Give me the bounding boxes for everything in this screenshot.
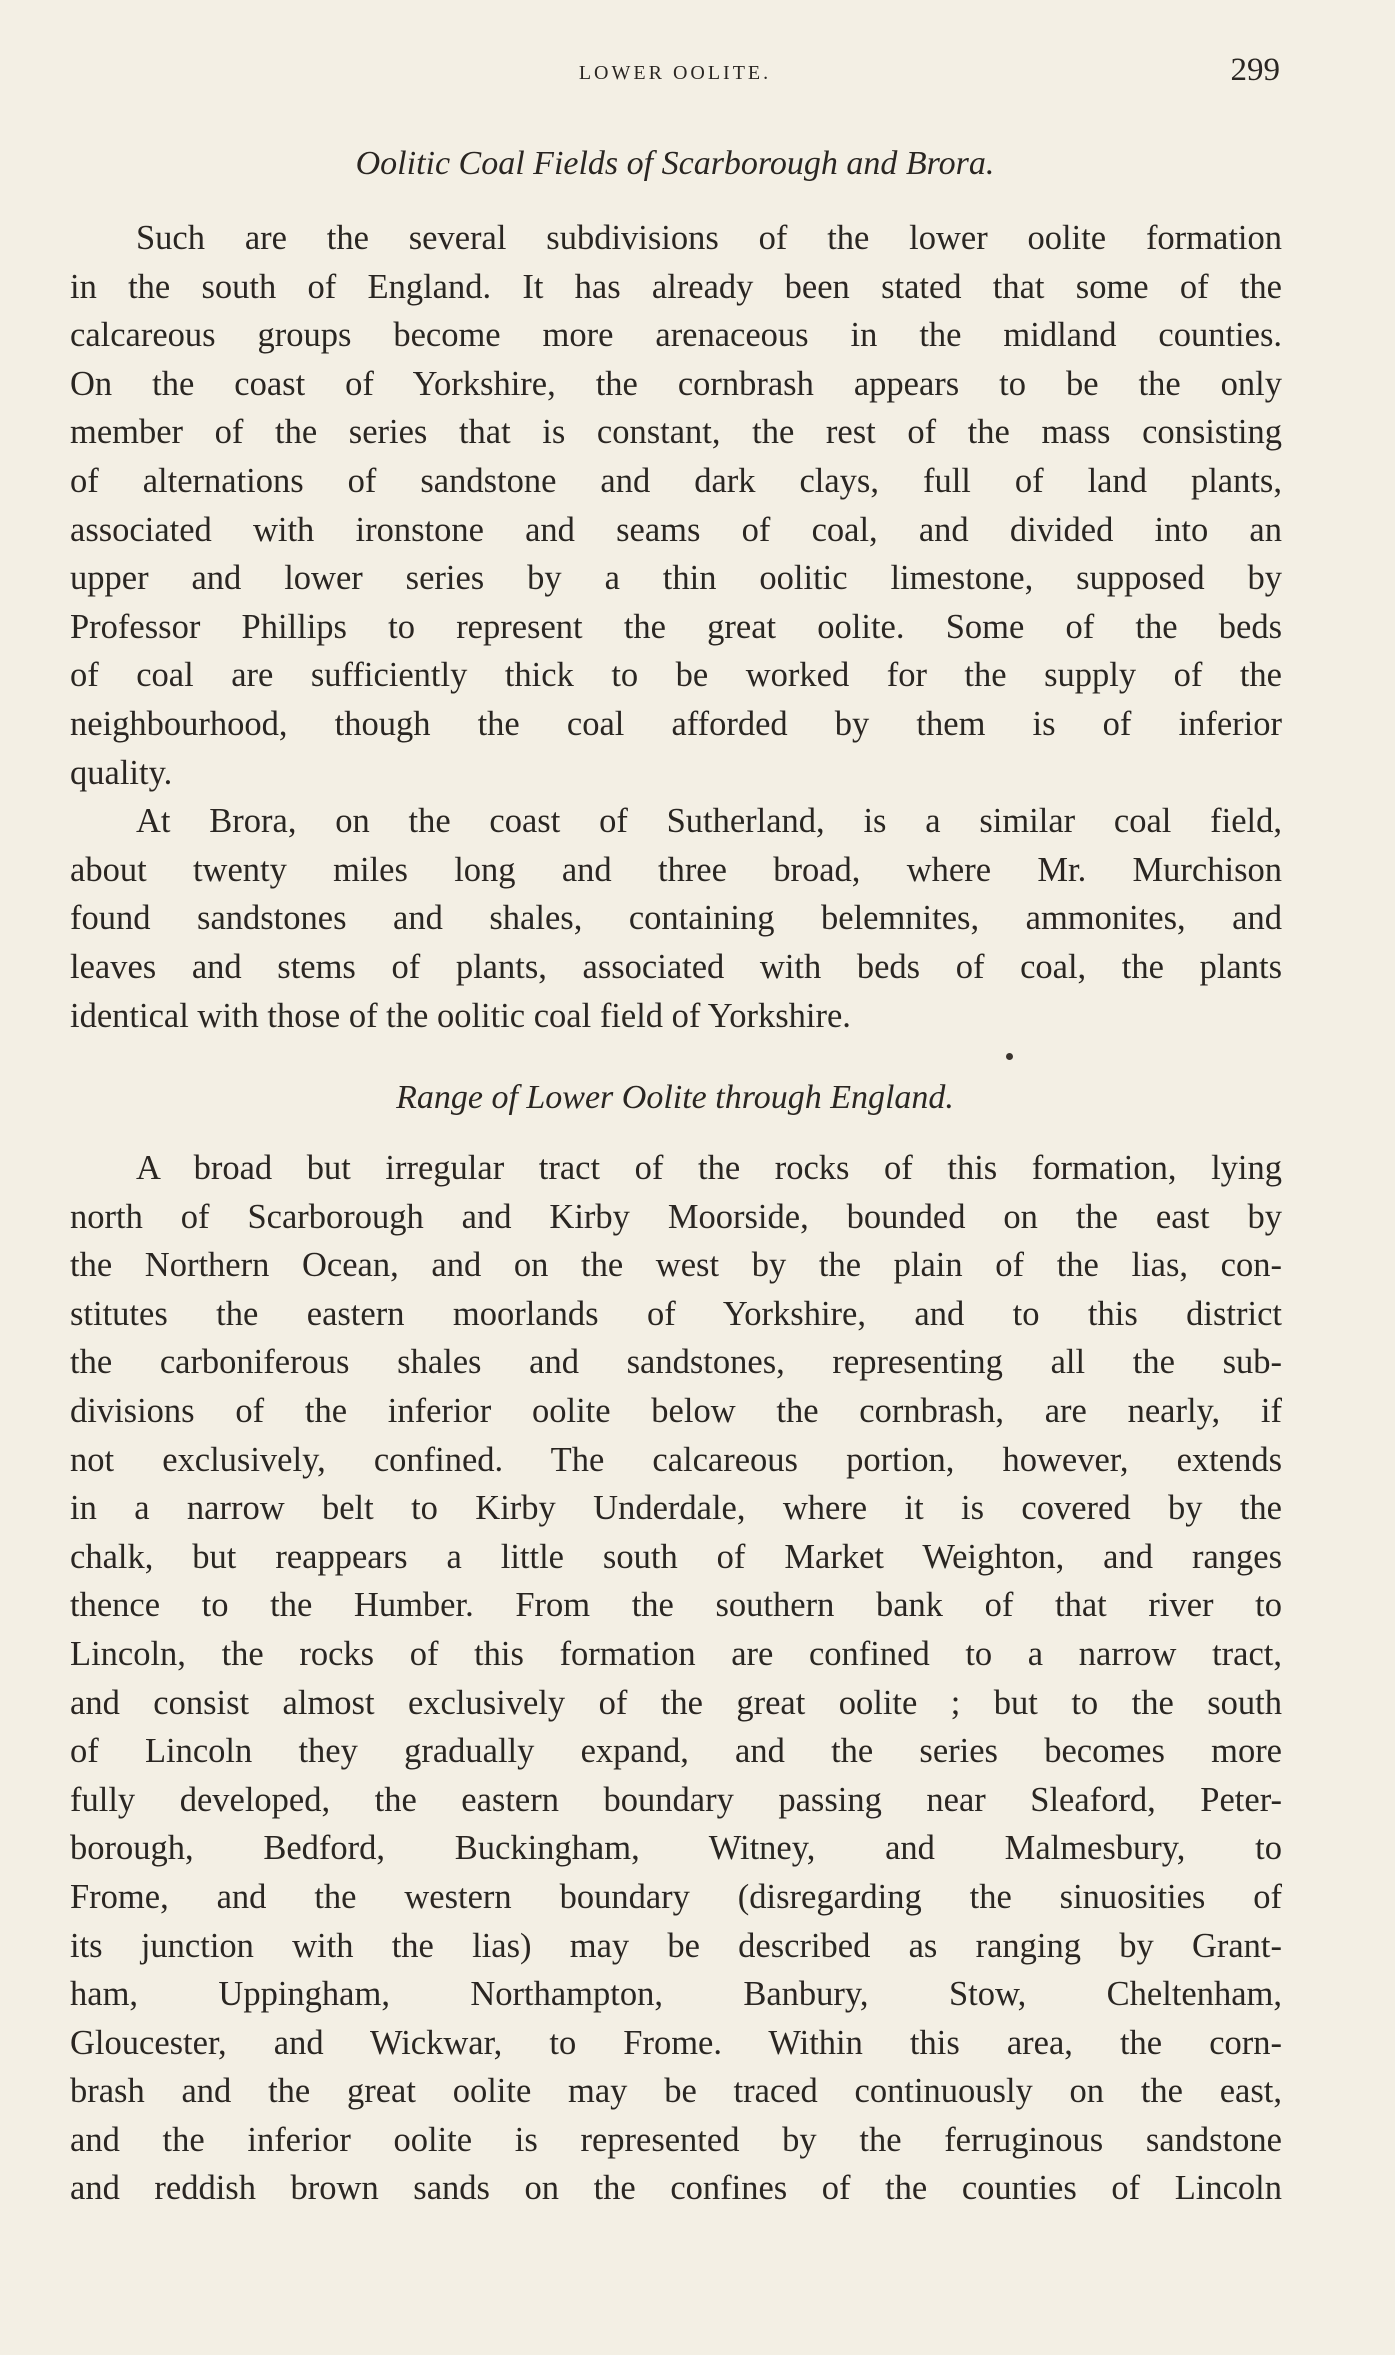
printer-mark-dot	[1006, 1053, 1013, 1060]
text-line: ham, Uppingham, Northampton, Banbury, Stow, Cheltenham,	[70, 1975, 1282, 2014]
text-line: Frome, and the western boundary (disregarding the sinuosities of	[70, 1877, 1282, 1916]
text-line: brash and the great oolite may be traced continuously on the east,	[70, 2072, 1282, 2111]
text-line: divisions of the inferior oolite below the cornbrash, are nearly, if	[70, 1391, 1282, 1430]
text-line: borough, Bedford, Buckingham, Witney, and Malmesbury, to	[70, 1829, 1282, 1868]
running-head	[70, 52, 1280, 96]
text-line: found sandstones and shales, containing belemnites, ammonites, and	[70, 899, 1282, 938]
section-body-range	[70, 1144, 1282, 2213]
section-body-coal-fields	[70, 214, 1282, 1040]
text-line: the Northern Ocean, and on the west by the plain of the lias, con-	[70, 1246, 1282, 1285]
text-line: member of the series that is constant, the rest of the mass consisting	[70, 413, 1282, 452]
text-line: not exclusively, confined. The calcareous portion, however, extends	[70, 1440, 1282, 1479]
text-line: thence to the Humber. From the southern bank of that river to	[70, 1586, 1282, 1625]
text-line: fully developed, the eastern boundary passing near Sleaford, Peter-	[70, 1780, 1282, 1819]
text-line: of Lincoln they gradually expand, and the series becomes more	[70, 1732, 1282, 1771]
text-line: Lincoln, the rocks of this formation are confined to a narrow tract,	[70, 1634, 1282, 1673]
text-line: associated with ironstone and seams of coal, and divided into an	[70, 510, 1282, 549]
text-line: At Brora, on the coast of Sutherland, is a similar coal field,	[136, 802, 1282, 841]
text-line: Gloucester, and Wickwar, to Frome. Within this area, the corn-	[70, 2023, 1282, 2062]
text-line: and the inferior oolite is represented by the ferruginous sandstone	[70, 2120, 1282, 2159]
text-line: about twenty miles long and three broad, where Mr. Murchison	[70, 850, 1282, 889]
text-line: of alternations of sandstone and dark clays, full of land plants,	[70, 461, 1282, 500]
text-line: stitutes the eastern moorlands of Yorkshire, and to this district	[70, 1294, 1282, 1333]
section-heading-range: Range of Lower Oolite through England.	[396, 1079, 954, 1116]
page-number: 299	[1230, 52, 1280, 88]
text-line: in a narrow belt to Kirby Underdale, where it is covered by the	[70, 1489, 1282, 1528]
text-line: leaves and stems of plants, associated with beds of coal, the plants	[70, 947, 1282, 986]
text-line: On the coast of Yorkshire, the cornbrash appears to be the only	[70, 364, 1282, 403]
text-line: and consist almost exclusively of the great oolite ; but to the south	[70, 1683, 1282, 1722]
text-line: neighbourhood, though the coal afforded by them is of inferior	[70, 704, 1282, 743]
text-line: and reddish brown sands on the confines of the counties of Lincoln	[70, 2169, 1282, 2208]
text-line: A broad but irregular tract of the rocks of this formation, lying	[136, 1149, 1282, 1187]
section-heading-coal-fields: Oolitic Coal Fields of Scarborough and Brora.	[355, 145, 995, 182]
text-line: its junction with the lias) may be described as ranging by Grant-	[70, 1926, 1282, 1965]
text-line: the carboniferous shales and sandstones, representing all the sub-	[70, 1343, 1282, 1382]
text-line: Such are the several subdivisions of the lower oolite formation	[136, 219, 1282, 257]
text-line: identical with those of the oolitic coal field of Yorkshire.	[70, 996, 851, 1035]
running-title: LOWER OOLITE.	[578, 62, 772, 84]
text-line: in the south of England. It has already been stated that some of the	[70, 267, 1282, 306]
text-line: of coal are sufficiently thick to be worked for the supply of the	[70, 656, 1282, 695]
text-line: chalk, but reappears a little south of Market Weighton, and ranges	[70, 1537, 1282, 1576]
text-line: upper and lower series by a thin oolitic limestone, supposed by	[70, 559, 1282, 598]
text-line: quality.	[70, 753, 173, 792]
text-line: calcareous groups become more arenaceous in the midland counties.	[70, 316, 1282, 355]
text-line: Professor Phillips to represent the great oolite. Some of the beds	[70, 607, 1282, 646]
text-line: north of Scarborough and Kirby Moorside, bounded on the east by	[70, 1197, 1282, 1236]
